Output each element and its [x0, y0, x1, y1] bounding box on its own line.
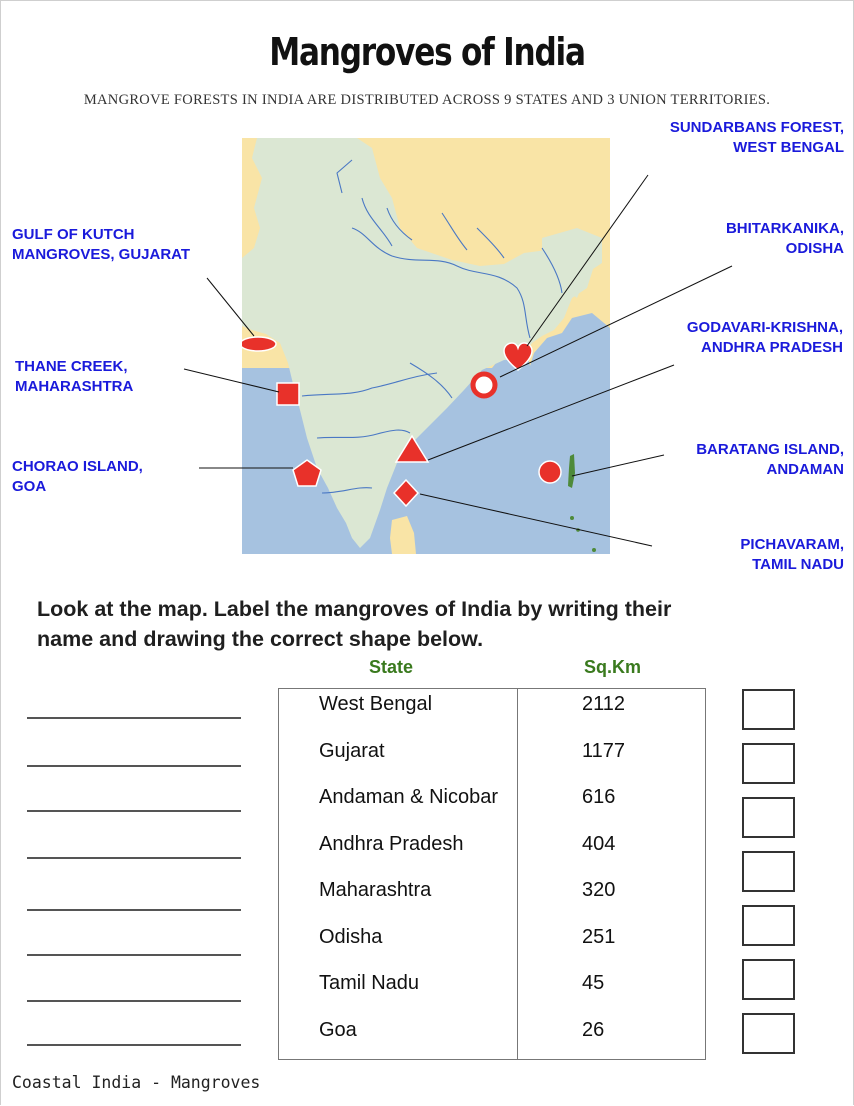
- answer-line[interactable]: [27, 810, 241, 812]
- table-cell-state: Andhra Pradesh: [319, 832, 464, 855]
- shape-answer-box[interactable]: [742, 851, 795, 892]
- table-row: [279, 875, 707, 922]
- table-row: [279, 1015, 707, 1062]
- table-cell-state: Goa: [319, 1018, 357, 1041]
- india-map: [242, 138, 610, 554]
- marker-ring-bhitarkanika: [473, 374, 495, 396]
- table-row: [279, 689, 707, 736]
- label-chorao-island: CHORAO ISLAND, GOA: [12, 458, 143, 495]
- instructions: [37, 594, 797, 654]
- table-cell-area: 251: [582, 925, 616, 948]
- instructions-line-1: Look at the map. Label the mangroves of India by writing their: [37, 597, 672, 621]
- shape-answer-box[interactable]: [742, 1013, 795, 1054]
- table-cell-area: 45: [582, 972, 605, 994]
- table-cell-area: 26: [582, 1018, 605, 1041]
- instructions-line-2a: name and: [37, 627, 144, 651]
- table-cell-area: 2112: [582, 693, 626, 715]
- table-row: [279, 922, 707, 969]
- table-cell-state: Maharashtra: [319, 879, 432, 901]
- header-area: Sq.Km: [584, 657, 642, 677]
- instructions-line-2: [37, 624, 797, 654]
- shape-answer-box[interactable]: [742, 959, 795, 1000]
- answer-line[interactable]: [27, 1044, 241, 1046]
- answer-line[interactable]: [27, 909, 241, 911]
- table-cell-area: 320: [582, 879, 616, 901]
- shape-answer-box[interactable]: [742, 743, 795, 784]
- shape-answer-box[interactable]: [742, 797, 795, 838]
- table-row: [279, 782, 707, 829]
- table-cell-state: Andaman & Nicobar: [319, 786, 498, 808]
- table-cell-area: 404: [582, 832, 616, 855]
- table-cell-state: Odisha: [319, 925, 383, 948]
- table-cell-area: 616: [582, 786, 616, 808]
- table-cell-state: West Bengal: [319, 693, 433, 715]
- mangrove-area-table: [278, 688, 706, 1060]
- answer-line[interactable]: [27, 765, 241, 767]
- instructions-line-2b: drawing the correct shape below.: [143, 627, 484, 651]
- map-nicobar-island: [570, 516, 574, 520]
- answer-line[interactable]: [27, 857, 241, 859]
- label-bhitarkanika: BHITARKANIKA, ODISHA: [725, 220, 844, 257]
- table-row: [279, 736, 707, 783]
- table-cell-area: 1177: [582, 739, 626, 762]
- page-subtitle: MANGROVE FORESTS IN INDIA ARE DISTRIBUTED ACROSS 9 STATES AND 3 UNION TERRITORIES.: [83, 92, 771, 108]
- header-state: State: [369, 657, 414, 677]
- page-title: Mangroves of India: [269, 30, 585, 74]
- label-godavari-krishna: GODAVARI-KRISHNA, ANDHRA PRADESH: [686, 319, 843, 356]
- shape-answer-box[interactable]: [742, 689, 795, 730]
- marker-circle-baratang: [539, 461, 561, 483]
- label-gulf-of-kutch: GULF OF KUTCH MANGROVES, GUJARAT: [12, 226, 191, 263]
- answer-line[interactable]: [27, 1000, 241, 1002]
- label-pichavaram: PICHAVARAM, TAMIL NADU: [740, 536, 844, 573]
- table-cell-state: Gujarat: [319, 739, 385, 762]
- label-baratang: BARATANG ISLAND, ANDAMAN: [696, 441, 844, 478]
- map-nicobar-island: [576, 528, 580, 532]
- label-thane-creek: THANE CREEK, MAHARASHTRA: [15, 358, 134, 395]
- map-nicobar-island: [592, 548, 596, 552]
- label-sundarbans: SUNDARBANS FOREST, WEST BENGAL: [669, 119, 844, 156]
- answer-line[interactable]: [27, 954, 241, 956]
- page-footer: Coastal India - Mangroves: [12, 1073, 261, 1092]
- table-cell-state: Tamil Nadu: [319, 972, 420, 994]
- marker-square-thane: [277, 383, 299, 405]
- answer-line[interactable]: [27, 717, 241, 719]
- table-row: [279, 968, 707, 1015]
- marker-ellipse-gulf-of-kutch: [242, 337, 276, 351]
- shape-answer-box[interactable]: [742, 905, 795, 946]
- table-row: [279, 829, 707, 876]
